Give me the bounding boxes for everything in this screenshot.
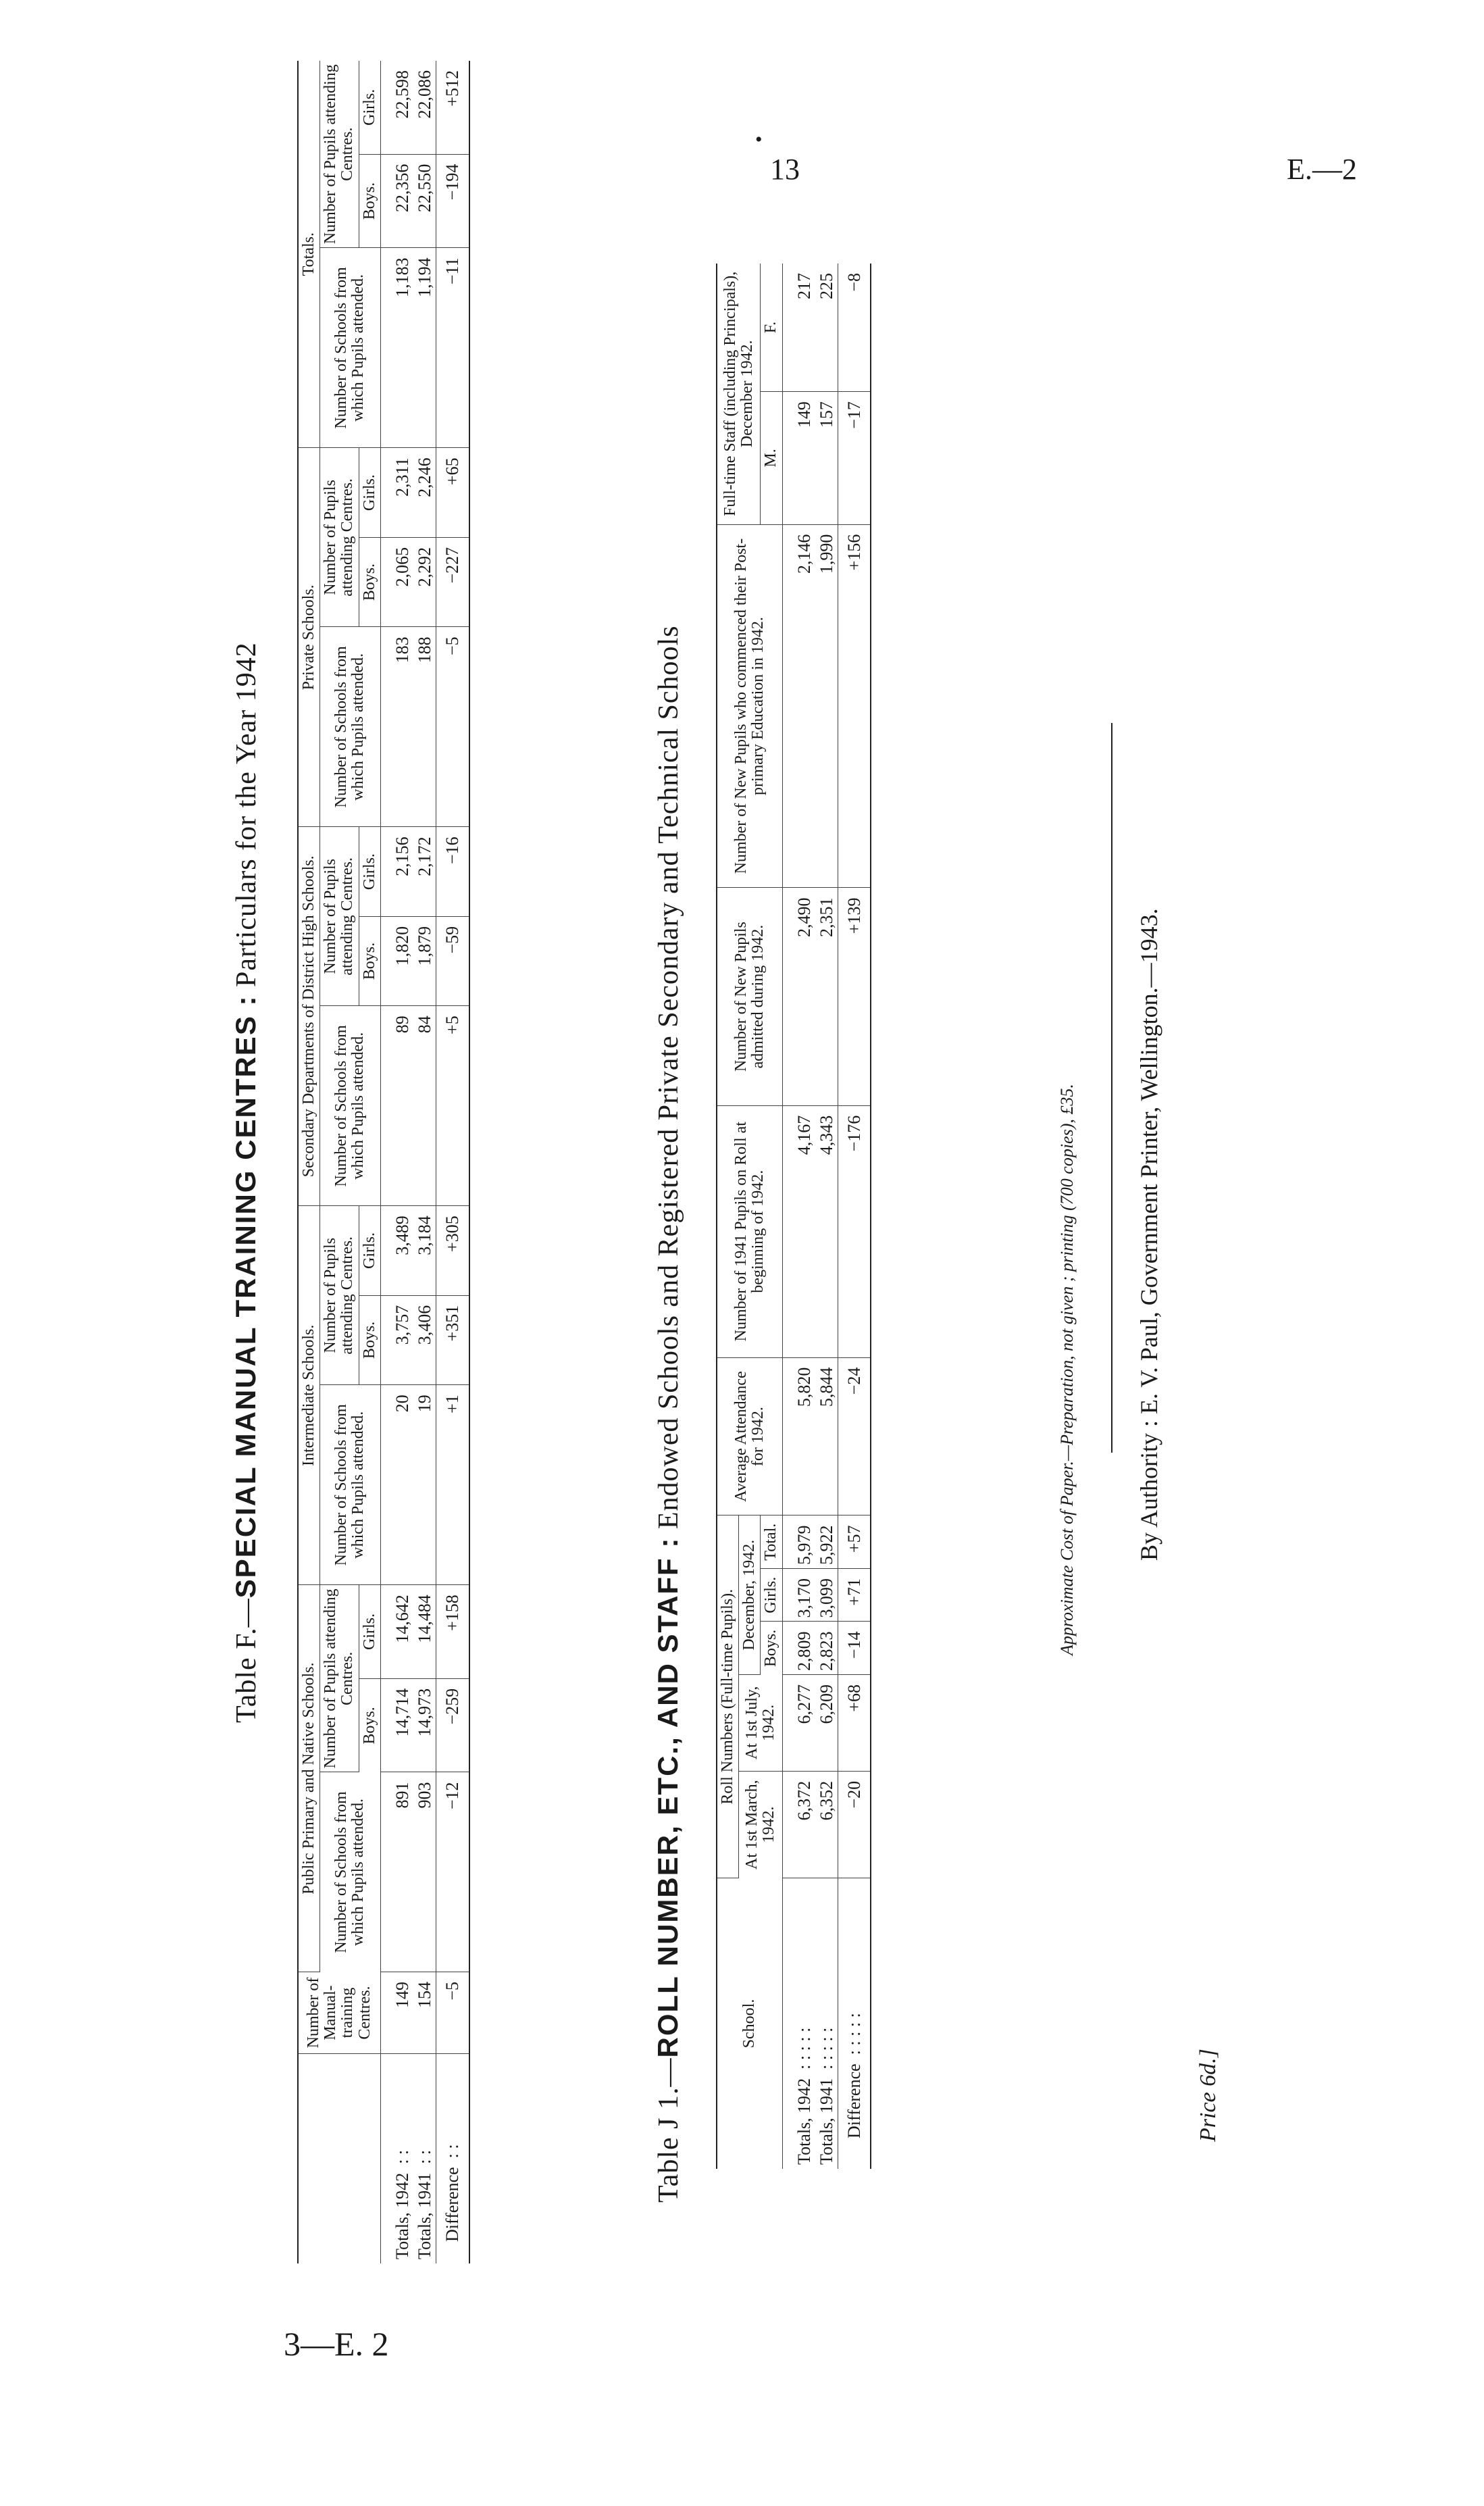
- table-f-col-pupils: Number of Pupils attending Centres.: [320, 61, 359, 248]
- table-f-title-prefix: Table F.—: [231, 1598, 262, 1723]
- table-f-title-suffix: Particulars for the Year 1942: [231, 642, 262, 987]
- table-cell: 5,922: [815, 1515, 838, 1569]
- leader-dots: : : : : :: [844, 2013, 865, 2055]
- row-label-text: Difference: [844, 2063, 865, 2138]
- table-cell: +1: [436, 1385, 469, 1585]
- table-cell: 22,086: [413, 61, 436, 154]
- table-f-col-schools: Number of Schools from which Pupils attended.: [320, 248, 381, 448]
- table-cell: −5: [436, 1972, 469, 2054]
- table-cell: 891: [380, 1772, 413, 1972]
- table-row: [413, 61, 436, 2263]
- authority-line: By Authority : E. V. Paul, Government Printer, Wellington.—1943.: [1135, 908, 1162, 1561]
- table-cell: −8: [838, 264, 871, 392]
- table-row: [380, 61, 413, 2263]
- table-cell: 188: [413, 627, 436, 827]
- table-cell: 2,246: [413, 448, 436, 537]
- table-j-roll-group: Roll Numbers (Full-time Pupils).: [717, 1515, 739, 1878]
- table-cell: 22,356: [380, 154, 413, 248]
- table-cell: 3,757: [380, 1295, 413, 1384]
- table-cell: 20: [380, 1385, 413, 1585]
- table-cell: 89: [380, 1006, 413, 1206]
- table-cell: +5: [436, 1006, 469, 1206]
- table-cell: 2,490: [782, 888, 815, 1105]
- table-cell: 154: [413, 1972, 436, 2054]
- table-cell: 14,714: [380, 1678, 413, 1772]
- table-j-col-new-postprimary: Number of New Pupils who commenced their Post-primary Education in 1942.: [717, 524, 782, 888]
- table-f-group-secondary: Secondary Departments of District High Schools.: [298, 827, 320, 1206]
- leader-dots: : :: [415, 2149, 435, 2164]
- table-row-difference: [838, 264, 871, 2169]
- table-cell: 225: [815, 264, 838, 392]
- table-cell: −176: [838, 1105, 871, 1357]
- table-f-col-boys: Boys.: [359, 1295, 380, 1384]
- table-j-col-total: Total.: [761, 1515, 782, 1569]
- table-cell: 2,292: [413, 537, 436, 626]
- table-cell: 2,146: [782, 524, 815, 888]
- table-f-col-pupils: Number of Pupils attending Centres.: [320, 827, 359, 1006]
- table-cell: 19: [413, 1385, 436, 1585]
- table-cell: 217: [782, 264, 815, 392]
- table-cell: 2,156: [380, 827, 413, 916]
- table-f-col-boys: Boys.: [359, 916, 380, 1005]
- page-code-top: E.—2: [1287, 153, 1357, 186]
- table-cell: 3,099: [815, 1568, 838, 1622]
- table-f-col-boys: Boys.: [359, 537, 380, 626]
- table-cell: +156: [838, 524, 871, 888]
- table-cell: 6,372: [782, 1771, 815, 1878]
- table-j-col-march: At 1st March, 1942.: [739, 1771, 782, 1878]
- table-cell: 1,879: [413, 916, 436, 1005]
- table-cell: +139: [838, 888, 871, 1105]
- table-f-blank-header: [298, 2054, 380, 2264]
- row-label: [436, 2054, 469, 2264]
- row-label-text: Totals, 1941: [415, 2172, 435, 2259]
- table-f-col-girls: Girls.: [359, 61, 380, 154]
- margin-dot: •: [755, 128, 763, 151]
- table-cell: −14: [838, 1622, 871, 1675]
- table-j-title-prefix: Table J 1.—: [653, 2057, 684, 2203]
- leader-dots: : : : : :: [816, 2027, 836, 2070]
- price-label: Price 6d.]: [1196, 2049, 1221, 2142]
- table-cell: 84: [413, 1006, 436, 1206]
- row-label: [380, 2054, 413, 2264]
- table-cell: +65: [436, 448, 469, 537]
- table-cell: 1,183: [380, 248, 413, 448]
- row-label-text: Totals, 1942: [392, 2172, 412, 2259]
- table-cell: 14,973: [413, 1678, 436, 1772]
- table-f-col-girls: Girls.: [359, 448, 380, 537]
- table-cell: 2,311: [380, 448, 413, 537]
- table-j-col-m: M.: [761, 392, 782, 525]
- row-label: [815, 1878, 838, 2170]
- table-f-col-pupils: Number of Pupils attending Centres.: [320, 1585, 359, 1772]
- row-label-text: Totals, 1942: [794, 2078, 814, 2165]
- table-j-title-bold: ROLL NUMBER, ETC., AND STAFF :: [652, 1536, 684, 2058]
- table-cell: 22,598: [380, 61, 413, 154]
- table-cell: +512: [436, 61, 469, 154]
- table-j: [716, 264, 871, 2169]
- table-f-col-pupils: Number of Pupils attending Centres.: [320, 1206, 359, 1385]
- table-f-title-bold: SPECIAL MANUAL TRAINING CENTRES :: [230, 995, 261, 1599]
- table-cell: 157: [815, 392, 838, 525]
- table-row: [782, 264, 815, 2169]
- leader-dots: : :: [442, 2144, 463, 2159]
- table-cell: 903: [413, 1772, 436, 1972]
- table-f-group-totals: Totals.: [298, 61, 320, 448]
- table-cell: 3,184: [413, 1206, 436, 1295]
- table-f-col-schools: Number of Schools from which Pupils attended.: [320, 627, 381, 827]
- table-cell: 4,167: [782, 1105, 815, 1357]
- table-cell: 2,351: [815, 888, 838, 1105]
- rotated-page-content: [203, 0, 1297, 2277]
- table-cell: 149: [782, 392, 815, 525]
- row-label: [782, 1878, 815, 2170]
- page-number: 13: [770, 153, 800, 186]
- table-cell: −11: [436, 248, 469, 448]
- table-cell: 1,990: [815, 524, 838, 888]
- table-cell: 5,820: [782, 1357, 815, 1515]
- table-cell: −5: [436, 627, 469, 827]
- table-j-title: [652, 625, 685, 2203]
- table-f-col-girls: Girls.: [359, 827, 380, 916]
- table-row: [815, 264, 838, 2169]
- table-f-col-boys: Boys.: [359, 1678, 380, 1772]
- table-f-group-primary: Public Primary and Native Schools.: [298, 1585, 320, 1972]
- authority-rule: [1111, 723, 1112, 1453]
- table-cell: −227: [436, 537, 469, 626]
- table-j-dec-group: December, 1942.: [739, 1515, 761, 1675]
- table-cell: −24: [838, 1357, 871, 1515]
- table-j-col-girls: Girls.: [761, 1568, 782, 1622]
- table-cell: 3,406: [413, 1295, 436, 1384]
- table-cell: −194: [436, 154, 469, 248]
- table-cell: 1,194: [413, 248, 436, 448]
- cost-note: Approximate Cost of Paper.—Preparation, not given ; printing (700 copies), £35.: [1057, 1084, 1077, 1655]
- leader-dots: : : : : :: [794, 2027, 814, 2070]
- table-cell: 149: [380, 1972, 413, 2054]
- leader-dots: : :: [392, 2149, 412, 2164]
- table-cell: 22,550: [413, 154, 436, 248]
- table-j-col-new-admitted: Number of New Pupils admitted during 1942.: [717, 888, 782, 1105]
- table-j-col-july: At 1st July, 1942.: [739, 1674, 782, 1771]
- table-cell: 2,809: [782, 1622, 815, 1675]
- table-f-col-centres: Number of Manual-training Centres.: [298, 1972, 380, 2054]
- table-cell: 2,172: [413, 827, 436, 916]
- page-code-bottom: 3—E. 2: [284, 2325, 389, 2363]
- table-cell: 14,642: [380, 1585, 413, 1679]
- table-j-col-1941-pupils: Number of 1941 Pupils on Roll at beginning of 1942.: [717, 1105, 782, 1357]
- table-cell: 1,820: [380, 916, 413, 1005]
- table-cell: −12: [436, 1772, 469, 1972]
- table-j-col-boys: Boys.: [761, 1622, 782, 1675]
- table-cell: −16: [436, 827, 469, 916]
- table-f-title: [230, 642, 263, 1723]
- table-f-col-schools: Number of Schools from which Pupils attended.: [320, 1006, 381, 1206]
- table-cell: −17: [838, 392, 871, 525]
- table-j-col-school: School.: [717, 1878, 782, 2170]
- table-cell: +68: [838, 1674, 871, 1771]
- table-f-col-schools: Number of Schools from which Pupils attended.: [320, 1772, 381, 1972]
- table-row-difference: [436, 61, 469, 2263]
- table-f-col-girls: Girls.: [359, 1206, 380, 1295]
- table-cell: 3,489: [380, 1206, 413, 1295]
- table-j-col-attendance: Average Attendance for 1942.: [717, 1357, 782, 1515]
- row-label-text: Totals, 1941: [816, 2078, 836, 2165]
- table-f-group-intermediate: Intermediate Schools.: [298, 1206, 320, 1585]
- row-label: [838, 1878, 871, 2170]
- row-label-text: Difference: [442, 2167, 463, 2242]
- table-f-col-girls: Girls.: [359, 1585, 380, 1679]
- table-f-col-boys: Boys.: [359, 154, 380, 248]
- table-cell: 6,277: [782, 1674, 815, 1771]
- table-cell: 5,844: [815, 1357, 838, 1515]
- table-cell: 2,065: [380, 537, 413, 626]
- table-j-title-suffix: Endowed Schools and Registered Private Secondary and Technical Schools: [653, 625, 684, 1530]
- table-f: [297, 61, 470, 2263]
- table-j-staff-group: Full-time Staff (including Principals), December 1942.: [717, 264, 761, 524]
- table-cell: 5,979: [782, 1515, 815, 1569]
- table-cell: 4,343: [815, 1105, 838, 1357]
- table-cell: +158: [436, 1585, 469, 1679]
- table-cell: 3,170: [782, 1568, 815, 1622]
- table-cell: 183: [380, 627, 413, 827]
- table-cell: 6,209: [815, 1674, 838, 1771]
- table-cell: +351: [436, 1295, 469, 1384]
- table-f-group-private: Private Schools.: [298, 448, 320, 827]
- table-j-col-f: F.: [761, 264, 782, 392]
- row-label: [413, 2054, 436, 2264]
- table-f-col-schools: Number of Schools from which Pupils attended.: [320, 1385, 381, 1585]
- table-cell: +57: [838, 1515, 871, 1569]
- table-cell: −20: [838, 1771, 871, 1878]
- table-cell: +305: [436, 1206, 469, 1295]
- table-cell: 2,823: [815, 1622, 838, 1675]
- table-cell: −59: [436, 916, 469, 1005]
- table-cell: 6,352: [815, 1771, 838, 1878]
- table-cell: −259: [436, 1678, 469, 1772]
- table-cell: 14,484: [413, 1585, 436, 1679]
- table-f-col-pupils: Number of Pupils attending Centres.: [320, 448, 359, 627]
- table-cell: +71: [838, 1568, 871, 1622]
